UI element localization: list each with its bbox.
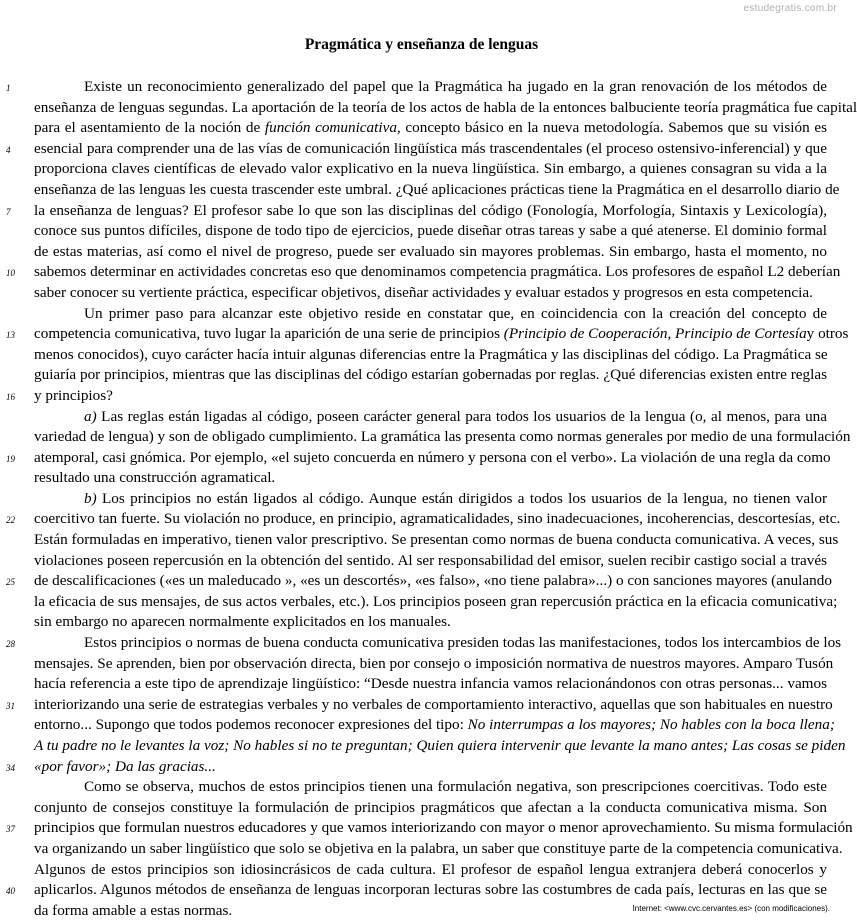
text-line xyxy=(0,551,843,572)
text-segment: Algunos de estos principios son idiosincrásicos de cada cultura. El profesor de español lengua extranjera deberá conocerlos y xyxy=(34,860,827,878)
text-line xyxy=(0,283,843,304)
text-segment: sin embargo no aparecen normalmente explicitados en los manuales. xyxy=(34,613,451,631)
text-line xyxy=(0,757,843,778)
text-segment: la enseñanza de lenguas? El profesor sabe lo que son las disciplinas del código (Fonología, Morfología, Sintaxis y Lexicología), xyxy=(34,201,827,219)
line-text xyxy=(34,98,857,119)
line-text xyxy=(34,839,843,860)
italic-text: b) xyxy=(84,489,97,507)
text-segment: da forma amable a estas normas. xyxy=(34,901,233,919)
line-number: 19 xyxy=(6,453,15,464)
line-number: 31 xyxy=(6,700,15,711)
text-line xyxy=(0,201,843,222)
italic-text: No interrumpas a los mayores; No hables con la boca llena; xyxy=(467,716,835,734)
text-segment: principios que formulan nuestros educadores y que vamos interiorizando con mayor o menor aprovechamiento. Su misma formulación xyxy=(34,819,853,837)
text-segment: sabemos determinar en actividades concretas eso que denominamos competencia pragmática. Los profesores de español L2 deberían xyxy=(34,263,841,281)
site-watermark: estudegratis.com.br xyxy=(743,3,837,14)
italic-text: función comunicativa, xyxy=(264,119,401,137)
text-segment: y otros xyxy=(806,325,849,343)
text-line xyxy=(0,118,843,139)
text-line xyxy=(0,262,843,283)
line-number: 1 xyxy=(6,83,11,93)
text-segment: Un primer paso para alcanzar este objetivo reside en constatar que, en coincidencia con la creación del concepto de xyxy=(84,304,827,322)
text-segment: concepto básico en la nueva metodología. Sabemos que su visión es xyxy=(400,119,828,137)
text-segment: esencial para comprender una de las vías de comunicación lingüística más trascendentales (el proceso ostensivo-inferencial) y que xyxy=(34,139,827,157)
text-segment: competencia comunicativa, tuvo lugar la aparición de una serie de principios xyxy=(34,325,504,343)
line-text xyxy=(34,880,827,901)
text-line xyxy=(0,159,843,180)
text-line xyxy=(0,674,843,695)
text-segment: Los principios no están ligados al código. Aunque están dirigidos a todos los usuarios de la lengua, no tienen valor xyxy=(96,489,827,507)
text-line xyxy=(0,612,843,633)
line-text xyxy=(34,242,827,263)
text-line xyxy=(0,818,853,839)
text-line xyxy=(0,221,843,242)
line-text xyxy=(34,201,827,222)
line-text xyxy=(34,221,827,242)
line-number: 7 xyxy=(6,206,11,217)
line-text xyxy=(34,530,839,551)
text-line xyxy=(0,798,843,819)
text-line xyxy=(0,736,846,757)
line-text xyxy=(34,715,835,736)
line-text xyxy=(34,592,838,613)
line-number: 4 xyxy=(6,144,11,155)
text-segment: y principios? xyxy=(34,386,113,404)
line-text xyxy=(34,757,827,778)
line-text xyxy=(34,427,851,448)
line-number: 10 xyxy=(6,268,15,279)
line-text xyxy=(34,633,842,654)
line-text xyxy=(34,654,834,675)
line-number: 16 xyxy=(6,391,15,402)
line-text xyxy=(34,571,832,592)
text-segment: mensajes. Se aprenden, bien por observación directa, bien por consejo o imposición normativa de nuestros mayores. Amparo Tusón xyxy=(34,654,834,672)
page-title: Pragmática y enseñanza de lenguas xyxy=(304,36,539,53)
line-number: 37 xyxy=(6,824,15,835)
text-line xyxy=(0,509,843,530)
text-line xyxy=(0,365,843,386)
text-line xyxy=(0,633,843,654)
text-line xyxy=(0,139,843,160)
line-text xyxy=(34,736,846,757)
text-segment: coercitivo tan fuerte. Su violación no produce, en principio, agramaticalidades, sino inadecuaciones, incoherencias, descortesías, etc. xyxy=(34,510,841,528)
text-line xyxy=(0,324,849,345)
text-segment: de estas materias, así como el nivel de progreso, puede ser evaluado sin mayores problemas. Sin embargo, hasta el momento, no xyxy=(34,242,827,260)
line-text xyxy=(34,407,827,428)
text-line xyxy=(0,242,843,263)
text-segment: de descalificaciones («es un maleducado », «es un descortés», «es falso», «no tiene palabra»...) o con sanciones mayores (anulando xyxy=(34,572,832,590)
line-text xyxy=(34,139,827,160)
text-segment: guiaría por principios, mientras que las disciplinas del código estarían gobernadas por reglas. ¿Qué diferencias existen entre reglas xyxy=(34,366,827,384)
article-body xyxy=(0,77,857,921)
text-line xyxy=(0,777,843,798)
text-segment: atemporal, casi gnómica. Por ejemplo, «el sujeto concuerda en número y persona con el verbo». La violación de una regla da como xyxy=(34,448,831,466)
line-text xyxy=(34,180,840,201)
text-line xyxy=(0,345,843,366)
line-text xyxy=(34,304,827,325)
text-segment: interiorizando una serie de estrategias verbales y no verbales de comportamiento interactivo, aquellas que son habituales en nuestro xyxy=(34,695,833,713)
text-segment: aplicarlos. Algunos métodos de enseñanza de lenguas incorporan lecturas sobre las costumbres de cada país, lecturas en las que se xyxy=(34,881,827,899)
text-line xyxy=(0,448,843,469)
line-text xyxy=(34,468,827,489)
line-text xyxy=(34,118,827,139)
line-text xyxy=(34,818,853,839)
italic-text: (Principio de Cooperación, Principio de Cortesía xyxy=(503,325,807,343)
text-segment: Están formuladas en imperativo, tienen valor prescriptivo. Se presentan como normas de buena conducta comunicativa. A veces, sus xyxy=(34,531,839,549)
text-segment: va organizando un saber lingüístico que solo se objetiva en la palabra, un saber que constituye parte de la competencia comunicativa. xyxy=(34,839,843,857)
line-text xyxy=(34,674,827,695)
text-segment: entorno... Supongo que todos podemos reconocer expresiones del tipo: xyxy=(34,716,468,734)
line-text xyxy=(34,345,827,366)
text-segment: Existe un reconocimiento generalizado del papel que la Pragmática ha jugado en la gran renovación de los métodos de xyxy=(84,78,827,95)
line-number: 40 xyxy=(6,886,15,897)
text-segment: variedad de lengua) y son de obligado cumplimiento. La gramática las presenta como normas generales por medio de una formulación xyxy=(34,428,851,446)
line-number: 13 xyxy=(6,330,15,341)
text-segment: la eficacia de sus mensajes, de sus actos verbales, etc.). Los principios poseen gran repercusión práctica en la eficacia comunicativa; xyxy=(34,592,838,610)
text-line xyxy=(0,654,843,675)
text-segment: Las reglas están ligadas al código, poseen carácter general para todos los usuarios de la lengua (o, al menos, para una xyxy=(96,407,827,425)
line-text xyxy=(34,159,827,180)
text-line xyxy=(0,427,851,448)
line-text xyxy=(34,798,827,819)
text-segment: Como se observa, muchos de estos principios tienen una formulación negativa, son prescripciones coercitivas. Todo este xyxy=(84,778,827,796)
text-segment: enseñanza de lenguas segundas. La aportación de la teoría de los actos de habla de la entonces balbuciente teoría pragmática fue capital xyxy=(34,98,857,116)
italic-text: a) xyxy=(84,407,97,425)
text-segment: hacía referencia a este tipo de aprendizaje lingüístico: “Desde nuestra infancia vamos relacionándonos con otras personas... vamos xyxy=(34,675,827,693)
text-segment: saber conocer su vertiente práctica, especificar objetivos, diseñar actividades y evaluar estados y progresos en esta competencia. xyxy=(34,283,813,301)
text-line xyxy=(0,695,843,716)
text-line xyxy=(0,304,843,325)
line-text xyxy=(34,695,833,716)
text-segment: conoce sus puntos difíciles, dispone de todo tipo de ejercicios, puede diseñar otras tareas y sabe a qué atenerse. El dominio formal xyxy=(34,222,827,240)
line-text xyxy=(34,77,827,98)
text-line xyxy=(0,386,843,407)
line-number: 25 xyxy=(6,577,15,588)
line-text xyxy=(34,448,831,469)
source-citation: Internet: <www.cvc.cervantes.es> (con modificaciones). xyxy=(632,904,830,913)
text-line xyxy=(0,468,843,489)
text-line xyxy=(0,407,843,428)
line-text xyxy=(34,365,827,386)
text-line xyxy=(0,571,843,592)
text-line xyxy=(0,98,857,119)
text-line xyxy=(0,489,843,510)
line-number: 28 xyxy=(6,639,15,650)
italic-text: A tu padre no le levantes la voz; No hables si no te preguntan; Quien quiera intervenir que levante la mano antes; Las cosas se piden xyxy=(34,737,846,754)
text-segment: menos conocidos), cuyo carácter hacía intuir algunas diferencias entre la Pragmática y las disciplinas del código. La Pragmática se xyxy=(34,345,828,363)
text-line xyxy=(0,880,843,901)
text-segment: resultado una construcción agramatical. xyxy=(34,469,276,487)
text-segment: enseñanza de las lenguas les cuesta trascender este umbral. ¿Qué aplicaciones prácticas tiene la Pragmática en el desarrollo diario de xyxy=(34,180,840,198)
text-segment: Estos principios o normas de buena conducta comunicativa presiden todas las manifestaciones, todos los intercambios de los xyxy=(84,634,842,652)
text-segment: proporciona claves científicas de elevado valor explicativo en la nueva lingüística. Sin embargo, a quienes consagran su vida a la xyxy=(34,160,827,178)
italic-text: «por favor»; Da las gracias... xyxy=(34,757,216,775)
line-text xyxy=(34,551,827,572)
text-segment: conjunto de consejos constituye la formulación de principios pragmáticos que afectan a la conducta comunicativa misma. Son xyxy=(34,798,827,816)
text-line xyxy=(0,839,843,860)
text-line xyxy=(0,77,843,98)
line-text xyxy=(34,777,827,798)
text-line xyxy=(0,592,843,613)
line-text xyxy=(34,386,827,407)
line-number: 34 xyxy=(6,762,15,773)
text-line xyxy=(0,530,843,551)
line-text xyxy=(34,860,827,881)
line-text xyxy=(34,489,827,510)
line-number: 22 xyxy=(6,515,15,526)
text-line xyxy=(0,180,843,201)
line-text xyxy=(34,612,827,633)
text-line xyxy=(0,715,843,736)
text-line xyxy=(0,860,843,881)
text-segment: violaciones poseen repercusión en la obtención del sentido. Al ser responsabilidad del emisor, suelen recibir castigo social a través xyxy=(34,551,827,569)
line-text xyxy=(34,324,849,345)
line-text xyxy=(34,509,841,530)
text-segment: para el asentamiento de la noción de xyxy=(34,119,265,137)
line-text xyxy=(34,262,841,283)
line-text xyxy=(34,283,827,304)
